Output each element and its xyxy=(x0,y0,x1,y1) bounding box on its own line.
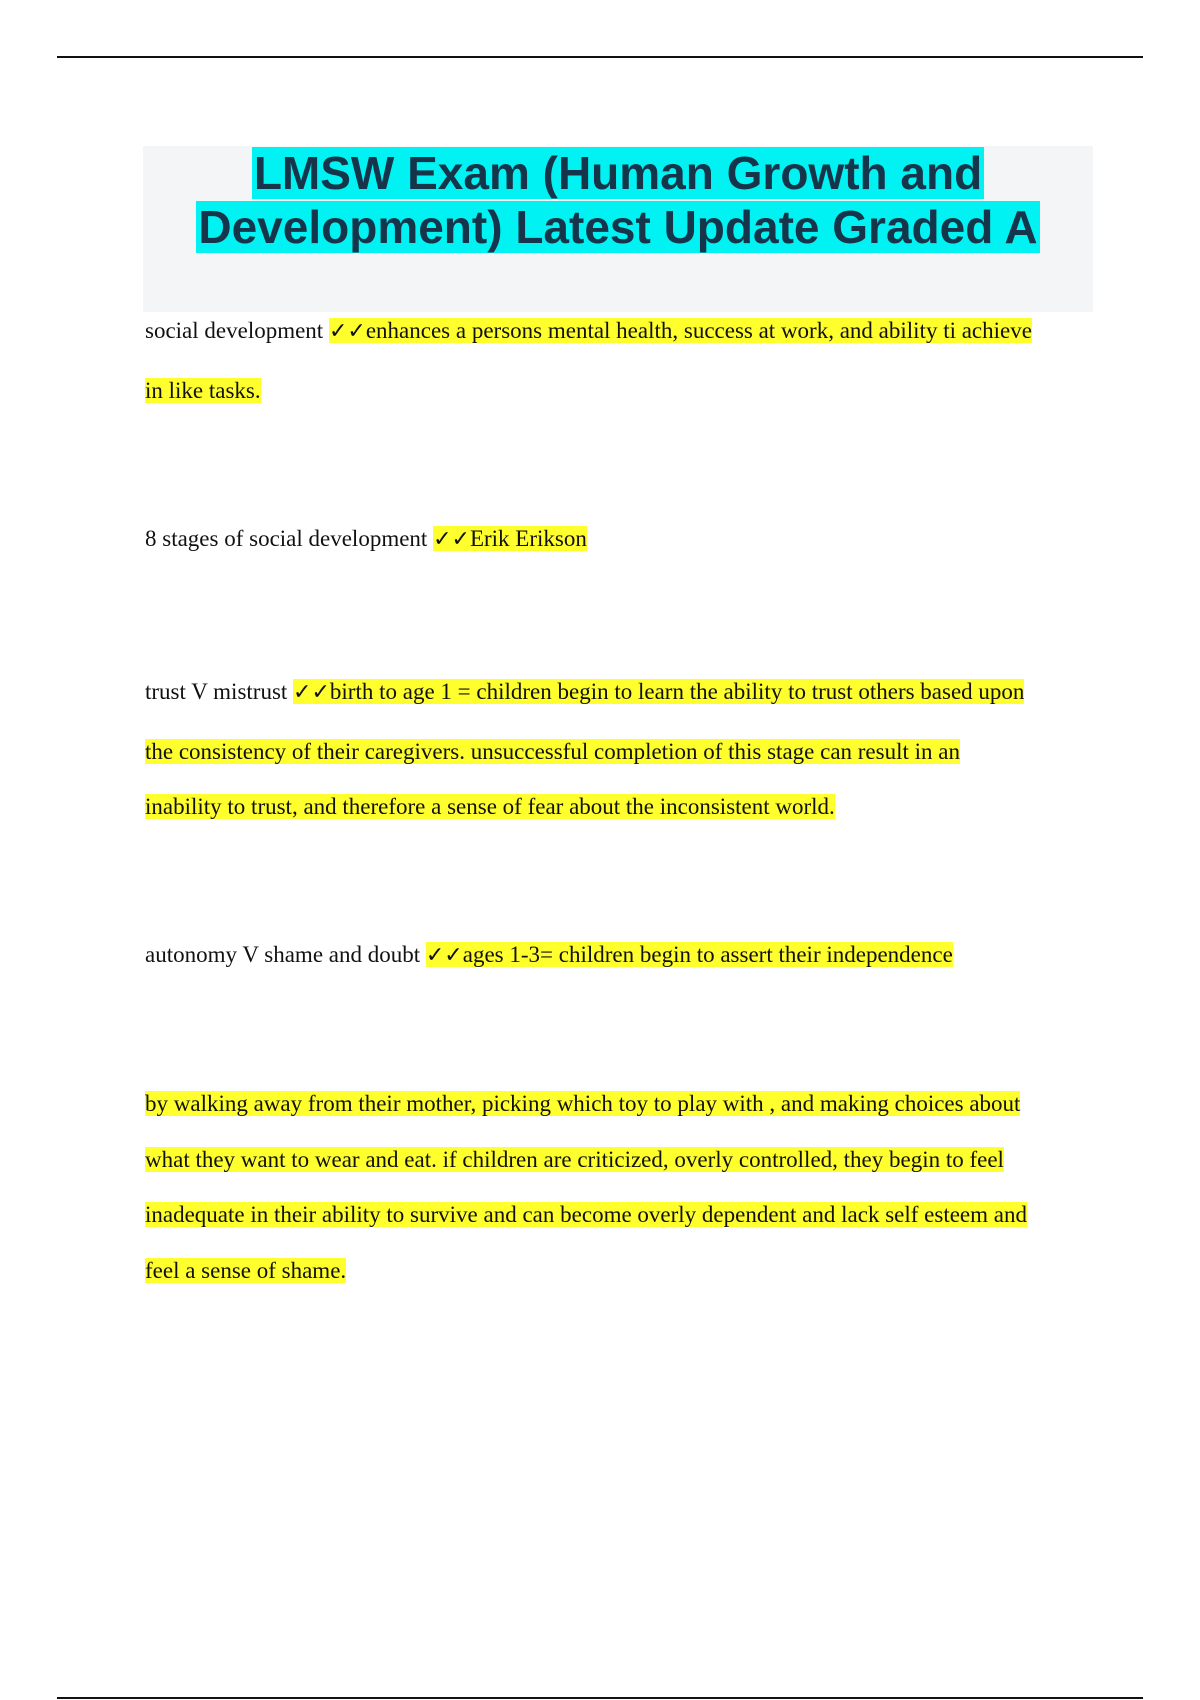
answer-text: feel a sense of shame. xyxy=(145,1258,347,1283)
entry-line xyxy=(145,739,960,765)
entry-line xyxy=(145,318,1032,344)
double-check-icon: ✓✓ xyxy=(433,527,470,552)
entry-line xyxy=(145,679,1024,705)
entry-line xyxy=(145,1147,1004,1173)
entry-line xyxy=(145,526,587,552)
entry-line xyxy=(145,378,261,404)
entry-term: trust V mistrust xyxy=(145,679,294,704)
answer-text: what they want to wear and eat. if children are criticized, overly controlled, they begin to feel xyxy=(145,1147,1004,1172)
answer-text: the consistency of their caregivers. unsuccessful completion of this stage can result in an xyxy=(145,739,960,764)
answer-text: inadequate in their ability to survive and can become overly dependent and lack self esteem and xyxy=(145,1202,1027,1227)
entry-line xyxy=(145,1202,1027,1228)
top-rule xyxy=(57,56,1143,58)
answer-text: ages 1-3= children begin to assert their independence xyxy=(462,942,953,967)
double-check-icon: ✓✓ xyxy=(425,943,463,968)
answer-highlight xyxy=(426,942,953,967)
answer-text: birth to age 1 = children begin to learn the ability to trust others based upon xyxy=(329,679,1025,704)
bottom-rule xyxy=(57,1697,1143,1699)
entry-line xyxy=(145,794,835,820)
entry-term: autonomy V shame and doubt xyxy=(145,942,426,967)
answer-text: enhances a persons mental health, success at work, and ability ti achieve xyxy=(365,318,1032,343)
document-title xyxy=(143,146,1093,254)
double-check-icon: ✓✓ xyxy=(293,680,330,705)
entry-line xyxy=(145,1091,1020,1117)
entry-line xyxy=(145,942,953,968)
answer-text: Erik Erikson xyxy=(469,526,587,551)
answer-text: in like tasks. xyxy=(145,378,261,403)
entry-term: social development xyxy=(145,318,329,343)
double-check-icon: ✓✓ xyxy=(328,319,366,344)
title-line-1: LMSW Exam (Human Growth and xyxy=(253,147,983,199)
answer-highlight xyxy=(433,526,587,551)
title-line-2: Development) Latest Update Graded A xyxy=(198,201,1038,253)
answer-highlight xyxy=(329,318,1032,343)
entry-term: 8 stages of social development xyxy=(145,526,434,551)
answer-highlight xyxy=(293,679,1024,704)
answer-text: inability to trust, and therefore a sense of fear about the inconsistent world. xyxy=(145,794,835,819)
answer-text: by walking away from their mother, picking which toy to play with , and making choices about xyxy=(145,1091,1021,1116)
entry-line xyxy=(145,1258,346,1284)
